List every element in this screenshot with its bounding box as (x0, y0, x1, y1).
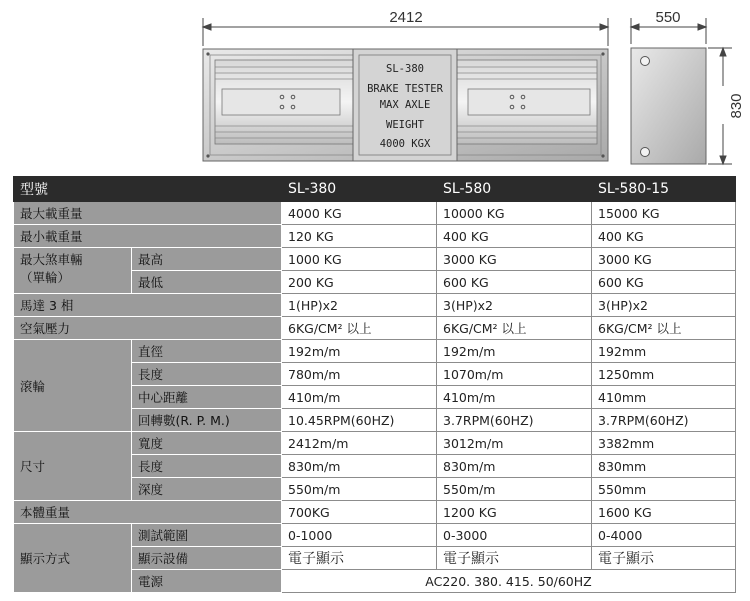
table-row (14, 524, 736, 547)
sub-label-size-length: 長度 (132, 455, 282, 478)
header-sl580-15: SL-580-15 (592, 177, 736, 202)
brake-label-line1: 最大煞車輛 (20, 252, 83, 267)
plate-line-capacity: 4000 KGX (379, 138, 431, 150)
right-roller-block (457, 60, 597, 144)
cell: 1250mm (592, 363, 736, 386)
table-row (14, 501, 736, 524)
table-row (14, 294, 736, 317)
table-row (14, 340, 736, 363)
row-label-air: 空氣壓力 (14, 317, 282, 340)
cell: 4000 KG (282, 202, 437, 225)
cell: 200 KG (282, 271, 437, 294)
cell: 2412m/m (282, 432, 437, 455)
sub-label-width: 寬度 (132, 432, 282, 455)
power-cell: AC220. 380. 415. 50/60HZ (282, 570, 736, 593)
cell: 3382mm (592, 432, 736, 455)
cell: 6KG/CM² 以上 (282, 317, 437, 340)
cell: 410m/m (282, 386, 437, 409)
header-model-label: 型號 (14, 177, 282, 202)
width-dim-text: 550 (655, 9, 681, 26)
cell: 3000 KG (437, 248, 592, 271)
cell: 3.7RPM(60HZ) (592, 409, 736, 432)
row-label-motor: 馬達 3 相 (14, 294, 282, 317)
plate-line-weight: WEIGHT (386, 119, 424, 131)
table-row (14, 202, 736, 225)
table-row (14, 225, 736, 248)
cell: 0-3000 (437, 524, 592, 547)
row-label-display: 顯示方式 (14, 524, 132, 593)
sub-label-high: 最高 (132, 248, 282, 271)
cell: 3(HP)x2 (437, 294, 592, 317)
cell: 600 KG (592, 271, 736, 294)
plate-line-model: SL-380 (386, 63, 424, 75)
sub-label-center-distance: 中心距離 (132, 386, 282, 409)
cell: 830m/m (282, 455, 437, 478)
cell: 1(HP)x2 (282, 294, 437, 317)
table-row (14, 432, 736, 455)
cell: 6KG/CM² 以上 (437, 317, 592, 340)
sub-label-rpm: 回轉數(R. P. M.) (132, 409, 282, 432)
row-label-size: 尺寸 (14, 432, 132, 501)
table-row (14, 248, 736, 271)
cell: 10.45RPM(60HZ) (282, 409, 437, 432)
cell: 780m/m (282, 363, 437, 386)
length-dim-text: 2412 (389, 9, 423, 26)
cell: 1200 KG (437, 501, 592, 524)
cell: 410m/m (437, 386, 592, 409)
cell: 電子顯示 (437, 547, 592, 570)
header-sl380: SL-380 (282, 177, 437, 202)
cell: 0-4000 (592, 524, 736, 547)
row-label-body-weight: 本體重量 (14, 501, 282, 524)
sub-label-test-range: 測試範圍 (132, 524, 282, 547)
cell: 550m/m (282, 478, 437, 501)
table-row (14, 317, 736, 340)
cell: 3012m/m (437, 432, 592, 455)
sub-label-low: 最低 (132, 271, 282, 294)
cell: 192m/m (282, 340, 437, 363)
cell: 120 KG (282, 225, 437, 248)
cell: 3.7RPM(60HZ) (437, 409, 592, 432)
row-label-roller: 滾輪 (14, 340, 132, 432)
cell: 192m/m (437, 340, 592, 363)
cell: 3(HP)x2 (592, 294, 736, 317)
cell: 550m/m (437, 478, 592, 501)
brake-label-line2: （單輪） (20, 270, 71, 285)
side-view (631, 48, 706, 164)
header-sl580: SL-580 (437, 177, 592, 202)
cell: 192mm (592, 340, 736, 363)
cell: 700KG (282, 501, 437, 524)
cell: 3000 KG (592, 248, 736, 271)
left-roller-block (215, 60, 353, 144)
sub-label-diameter: 直徑 (132, 340, 282, 363)
row-label-min-load: 最小載重量 (14, 225, 282, 248)
cell: 410mm (592, 386, 736, 409)
sub-label-roller-length: 長度 (132, 363, 282, 386)
plate-line-axle: MAX AXLE (379, 99, 431, 111)
cell: 400 KG (437, 225, 592, 248)
cell: 400 KG (592, 225, 736, 248)
cell: 電子顯示 (592, 547, 736, 570)
spec-table (13, 176, 736, 593)
cell: 6KG/CM² 以上 (592, 317, 736, 340)
cell: 0-1000 (282, 524, 437, 547)
cell: 15000 KG (592, 202, 736, 225)
cell: 1000 KG (282, 248, 437, 271)
sub-label-display-device: 顯示設備 (132, 547, 282, 570)
sub-label-depth: 深度 (132, 478, 282, 501)
cell: 電子顯示 (282, 547, 437, 570)
sub-label-power: 電源 (132, 570, 282, 593)
cell: 600 KG (437, 271, 592, 294)
row-label-max-load: 最大載重量 (14, 202, 282, 225)
cell: 1070m/m (437, 363, 592, 386)
cell: 550mm (592, 478, 736, 501)
depth-dim-text: 830 (728, 93, 745, 119)
cell: 10000 KG (437, 202, 592, 225)
row-label-brake (14, 248, 132, 294)
equipment-drawing (0, 0, 750, 176)
cell: 830mm (592, 455, 736, 478)
cell: 1600 KG (592, 501, 736, 524)
plate-line-product: BRAKE TESTER (367, 83, 443, 95)
cell: 830m/m (437, 455, 592, 478)
table-header-row (14, 177, 736, 202)
